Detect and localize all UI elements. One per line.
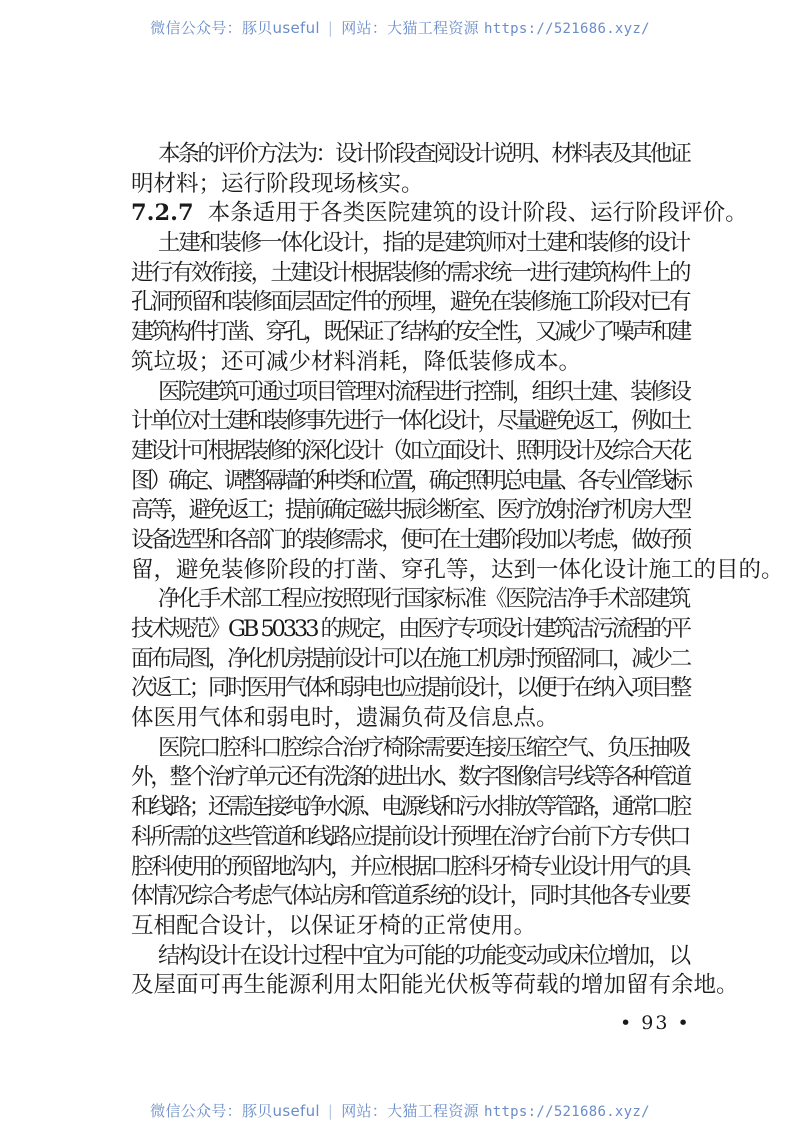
text-line [131, 882, 689, 912]
line-text: 及屋面可再生能源利用太阳能光伏板等荷载的增加留有余地。 [131, 972, 739, 999]
watermark-wechat: 微信公众号：豚贝useful [150, 19, 320, 37]
line-text: 高等，避免返工；提前确定磁共振诊断室、医疗放射治疗机房大型 [131, 497, 689, 524]
paragraph [131, 585, 689, 733]
text-line [131, 259, 689, 289]
watermark-site: 网站：大猫工程资源 [341, 1102, 479, 1120]
paragraph [131, 140, 689, 199]
page-number: • 93 • [620, 1012, 691, 1034]
text-line [131, 942, 689, 972]
line-text: 留，避免装修阶段的打凿、穿孔等，达到一体化设计施工的目的。 [131, 556, 784, 583]
line-text: 设备选型和各部门的装修需求，便可在土建阶段加以考虑，做好预 [131, 526, 689, 553]
watermark-url: https://521686.xyz/ [484, 1104, 650, 1120]
line-text: 腔科使用的预留地沟内，并应根据口腔科牙椅专业设计用气的具 [131, 853, 689, 880]
text-line [131, 853, 689, 883]
text-line [131, 437, 689, 467]
line-text: 计单位对土建和装修事先进行一体化设计，尽量避免返工，例如土 [131, 408, 689, 435]
clause-number: 7.2.7 [131, 200, 194, 227]
text-line [131, 585, 689, 615]
line-text: 图）确定、调整隔墙的种类和位置，确定照明总电量、各专业管线标 [131, 467, 689, 494]
line-text: 净化手术部工程应按照现行国家标准《医院洁净手术部建筑 [158, 586, 689, 613]
text-line [131, 556, 784, 586]
text-line [131, 407, 689, 437]
line-text: 建设计可根据装修的深化设计（如立面设计、照明设计及综合天花 [131, 437, 689, 464]
paragraph [131, 378, 784, 586]
line-text: 明材料；运行阶段现场核实。 [131, 170, 424, 197]
line-text: 体医用气体和弱电时，遗漏负荷及信息点。 [131, 705, 559, 732]
line-text: 建筑构件打凿、穿孔，既保证了结构的安全性，又减少了噪声和建 [131, 319, 689, 346]
watermark-top [0, 17, 800, 38]
text-line [131, 318, 689, 348]
text-line [131, 615, 689, 645]
paragraph [131, 734, 689, 942]
text-line [131, 496, 689, 526]
clause-paragraph [131, 199, 748, 229]
text-line [131, 674, 689, 704]
text-line [131, 348, 689, 378]
watermark-url: https://521686.xyz/ [484, 21, 650, 37]
watermark-bottom [0, 1100, 800, 1121]
line-text: 互相配合设计，以保证牙椅的正常使用。 [131, 912, 537, 939]
line-text: 次返工；同时医用气体和弱电也应提前设计，以便于在纳入项目整 [131, 675, 689, 702]
line-text: 土建和装修一体化设计，指的是建筑师对土建和装修的设计 [158, 230, 689, 257]
watermark-separator: | [327, 19, 334, 37]
text-line [131, 229, 689, 259]
line-text: 本条的评价方法为：设计阶段查阅设计说明、材料表及其他证 [158, 141, 689, 167]
text-line [131, 170, 689, 200]
watermark-separator: | [327, 1102, 334, 1120]
line-text: 医院建筑可通过项目管理对流程进行控制，组织土建、装修设 [158, 378, 689, 405]
line-text: 筑垃圾；还可减少材料消耗，降低装修成本。 [131, 348, 582, 375]
line-text: 外，整个治疗单元还有洗涤的进出水、数字图像信号线等各种管道 [131, 764, 689, 791]
text-line [131, 971, 739, 1001]
line-text: 体情况综合考虑气体站房和管道系统的设计，同时其他各专业要 [131, 883, 689, 910]
text-line [131, 378, 689, 408]
text-line [131, 526, 689, 556]
text-line [131, 704, 689, 734]
text-line [131, 793, 689, 823]
line-text: 科所需的这些管道和线路应提前设计预埋在治疗台前下方专供口 [131, 823, 689, 850]
text-line [131, 467, 689, 497]
watermark-site: 网站：大猫工程资源 [341, 19, 479, 37]
watermark-wechat: 微信公众号：豚贝useful [150, 1102, 320, 1120]
line-text: 和线路；还需连接纯净水源、电源线和污水排放等管路，通常口腔 [131, 794, 689, 821]
text-line [131, 823, 689, 853]
line-text: 技术规范》GB 50333 的规定，由医疗专项设计建筑洁污流程的平 [131, 616, 689, 642]
text-line [131, 288, 689, 318]
text-line [131, 645, 689, 675]
paragraph [131, 229, 689, 377]
line-text: 本条适用于各类医院建筑的设计阶段、运行阶段评价。 [207, 200, 748, 227]
line-text: 结构设计在设计过程中宜为可能的功能变动或床位增加，以 [158, 942, 689, 969]
line-text: 进行有效衔接，土建设计根据装修的需求统一进行建筑构件上的 [131, 259, 689, 286]
document-body [131, 140, 784, 1001]
line-text: 医院口腔科口腔综合治疗椅除需要连接压缩空气、负压抽吸 [158, 734, 689, 761]
line-text: 孔洞预留和装修面层固定件的预埋，避免在装修施工阶段对已有 [131, 289, 689, 316]
text-line [131, 734, 689, 764]
text-line [131, 199, 748, 229]
line-text: 面布局图，净化机房提前设计可以在施工机房时预留洞口，减少二 [131, 645, 689, 672]
text-line [131, 912, 689, 942]
text-line [131, 140, 689, 170]
paragraph [131, 942, 739, 1001]
text-line [131, 763, 689, 793]
